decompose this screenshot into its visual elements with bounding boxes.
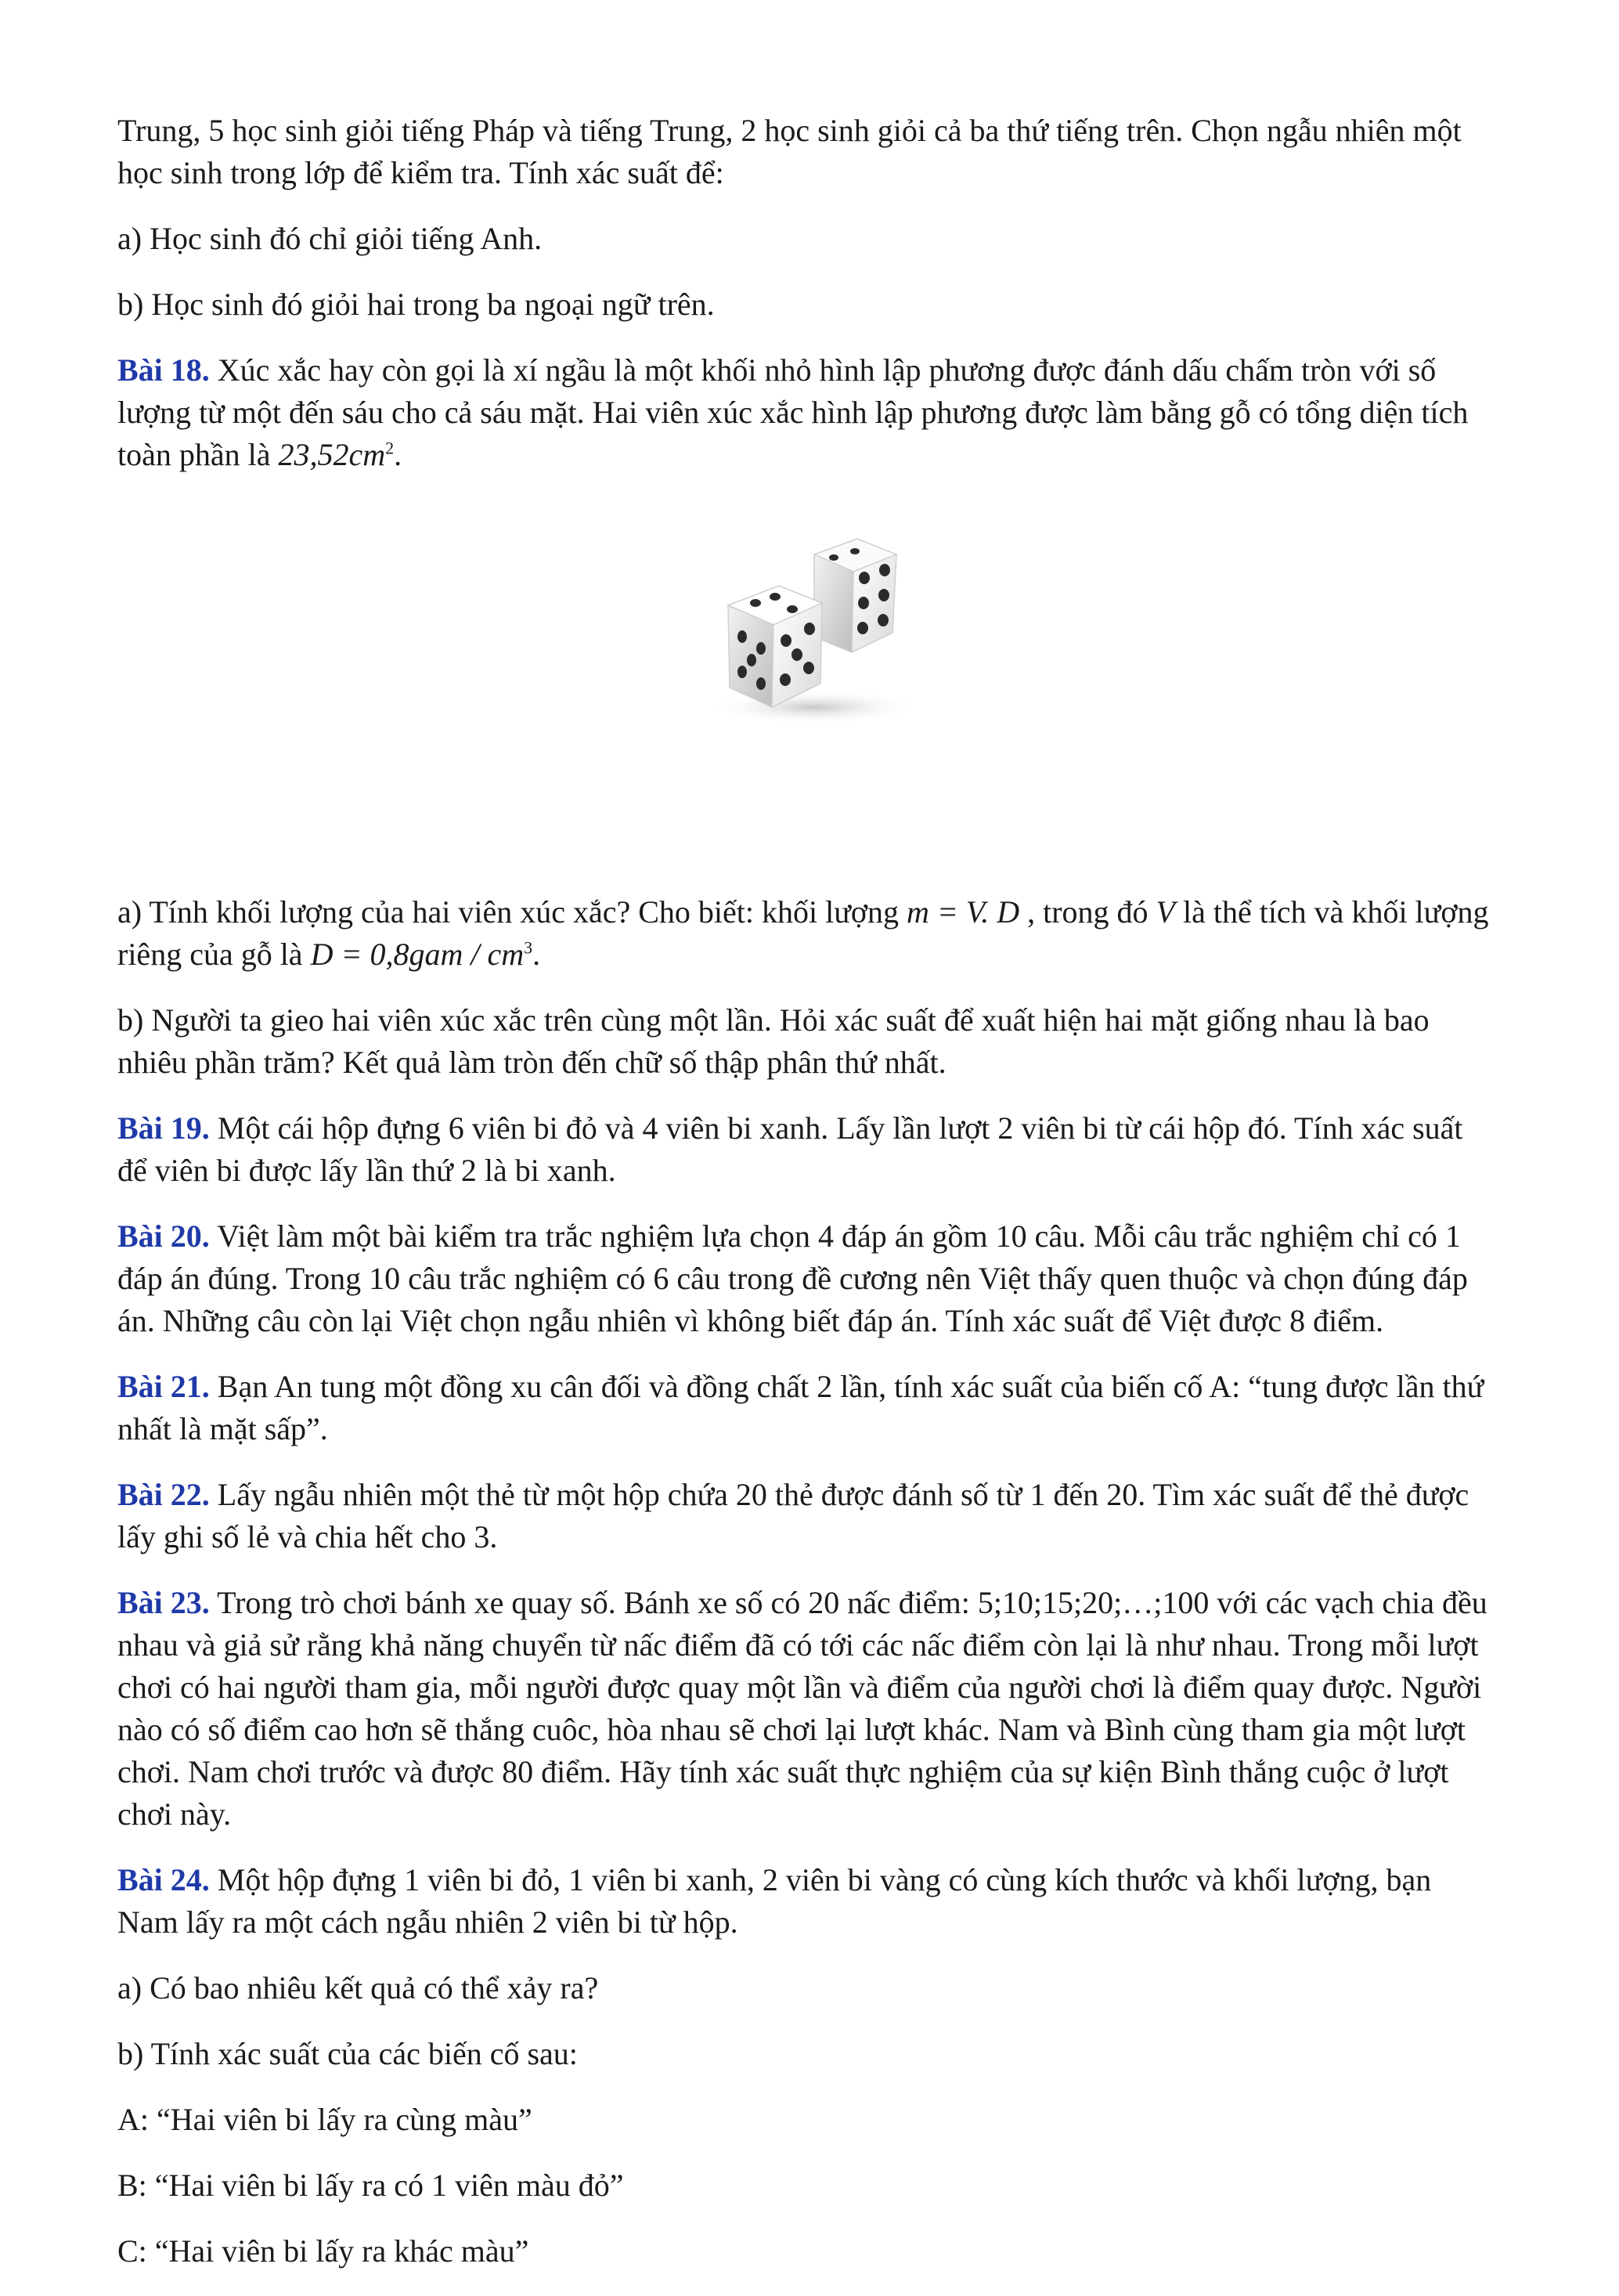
front-die: [728, 586, 822, 707]
intro-part-b: b) Học sinh đó giỏi hai trong ba ngoại ngữ trên.: [117, 287, 715, 322]
bai21-paragraph: [117, 1366, 1495, 1450]
bai20-label: Bài 20.: [117, 1218, 210, 1254]
intro-paragraph: Trung, 5 học sinh giỏi tiếng Pháp và tiếng Trung, 2 học sinh giỏi cả ba thứ tiếng trên. Chọn ngẫu nhiên một học sinh trong lớp để kiểm tra. Tính xác suất để:: [117, 113, 1462, 190]
bai18-text: Xúc xắc hay còn gọi là xí ngầu là một khối nhỏ hình lập phương được đánh dấu chấm tròn với số lượng từ một đến sáu cho cả sáu mặt. Hai viên xúc xắc hình lập phương được làm bằng gỗ có tổng diện tích toàn phần là: [117, 352, 1469, 472]
bai18-a-text3: là thể tích và khối lượng riêng của gỗ là: [117, 894, 1489, 972]
intro-part-a: a) Học sinh đó chỉ giỏi tiếng Anh.: [117, 221, 543, 256]
bai18-area-value: 23,52cm: [278, 437, 386, 472]
bai19-label: Bài 19.: [117, 1110, 210, 1146]
dice-shadow: [709, 690, 920, 724]
bai21-label: Bài 21.: [117, 1369, 210, 1404]
bai21-text: Bạn An tung một đồng xu cân đối và đồng chất 2 lần, tính xác suất của biến cố A: “tung được lần thứ nhất là mặt sấp”.: [117, 1369, 1484, 1446]
bai24-event-b: B: “Hai viên bi lấy ra có 1 viên màu đỏ”: [117, 2168, 624, 2203]
bai24-part-a: a) Có bao nhiêu kết quả có thể xảy ra?: [117, 1970, 599, 2005]
bai24-event-a: A: “Hai viên bi lấy ra cùng màu”: [117, 2102, 532, 2137]
bai23-paragraph: [117, 1582, 1495, 1836]
bai18-a-end: .: [532, 937, 541, 972]
dice-illustration: [697, 531, 932, 735]
bai18-part-b: b) Người ta gieo hai viên xúc xắc trên cùng một lần. Hỏi xác suất để xuất hiện hai mặt giống nhau là bao nhiêu phần trăm? Kết quả làm tròn đến chữ số thập phân thứ nhất.: [117, 1002, 1430, 1080]
bai18-a-density-exponent: 3: [524, 937, 533, 958]
bai18-a-volume-symbol: V: [1156, 894, 1175, 930]
bai20-text: Việt làm một bài kiểm tra trắc nghiệm lựa chọn 4 đáp án gồm 10 câu. Mỗi câu trắc nghiệm chỉ có 1 đáp án đúng. Trong 10 câu trắc nghiệm có 6 câu trong đề cương nên Việt thấy quen thuộc và chọn đúng đáp án. Những câu còn lại Việt chọn ngẫu nhiên vì không biết đáp án. Tính xác suất để Việt được 8 điểm.: [117, 1218, 1468, 1338]
bai24-paragraph: [117, 1859, 1495, 1944]
bai18-a-density: D = 0,8gam / cm: [310, 937, 525, 972]
bai18-label: Bài 18.: [117, 352, 210, 388]
document-content: [117, 110, 1495, 2296]
bai18-area-end: .: [394, 437, 402, 472]
bai19-text: Một cái hộp đựng 6 viên bi đỏ và 4 viên bi xanh. Lấy lần lượt 2 viên bi từ cái hộp đó. Tính xác suất để viên bi được lấy lần thứ 2 là bi xanh.: [117, 1110, 1463, 1188]
bai18-a-text1: a) Tính khối lượng của hai viên xúc xắc? Cho biết: khối lượng: [117, 894, 907, 930]
bai18-a-text2: , trong đó: [1019, 894, 1156, 930]
bai24-text: Một hộp đựng 1 viên bi đỏ, 1 viên bi xanh, 2 viên bi vàng có cùng kích thước và khối lượng, bạn Nam lấy ra một cách ngẫu nhiên 2 viên bi từ hộp.: [117, 1862, 1432, 1940]
bai22-paragraph: [117, 1474, 1495, 1558]
back-die: [814, 539, 896, 652]
bai18-paragraph: [117, 349, 1495, 476]
dice-image: [117, 500, 1495, 891]
bai22-label: Bài 22.: [117, 1477, 210, 1512]
bai24-event-c: C: “Hai viên bi lấy ra khác màu”: [117, 2233, 529, 2269]
bai18-a-formula: m = V. D: [907, 894, 1020, 930]
bai23-label: Bài 23.: [117, 1585, 210, 1620]
bai22-text: Lấy ngẫu nhiên một thẻ từ một hộp chứa 20 thẻ được đánh số từ 1 đến 20. Tìm xác suất để thẻ được lấy ghi số lẻ và chia hết cho 3.: [117, 1477, 1469, 1554]
bai19-paragraph: [117, 1107, 1495, 1192]
bai24-part-b: b) Tính xác suất của các biến cố sau:: [117, 2036, 578, 2071]
bai18-part-a: [117, 891, 1495, 976]
bai24-label: Bài 24.: [117, 1862, 210, 1897]
bai23-text: Trong trò chơi bánh xe quay số. Bánh xe số có 20 nấc điểm: 5;10;15;20;…;100 với các vạch chia đều nhau và giả sử rằng khả năng chuyển từ nấc điểm đã có tới các nấc điểm còn lại là như nhau. Trong mỗi lượt chơi có hai người tham gia, mỗi người được quay một lần và điểm của người chơi là điểm quay được. Người nào có số điểm cao hơn sẽ thắng cuôc, hòa nhau sẽ chơi lại lượt khác. Nam và Bình cùng tham gia một lượt chơi. Nam chơi trước và được 80 điểm. Hãy tính xác suất thực nghiệm của sự kiện Bình thắng cuộc ở lượt chơi này.: [117, 1585, 1487, 1832]
bai20-paragraph: [117, 1215, 1495, 1342]
bai18-area-exponent: 2: [385, 438, 395, 458]
